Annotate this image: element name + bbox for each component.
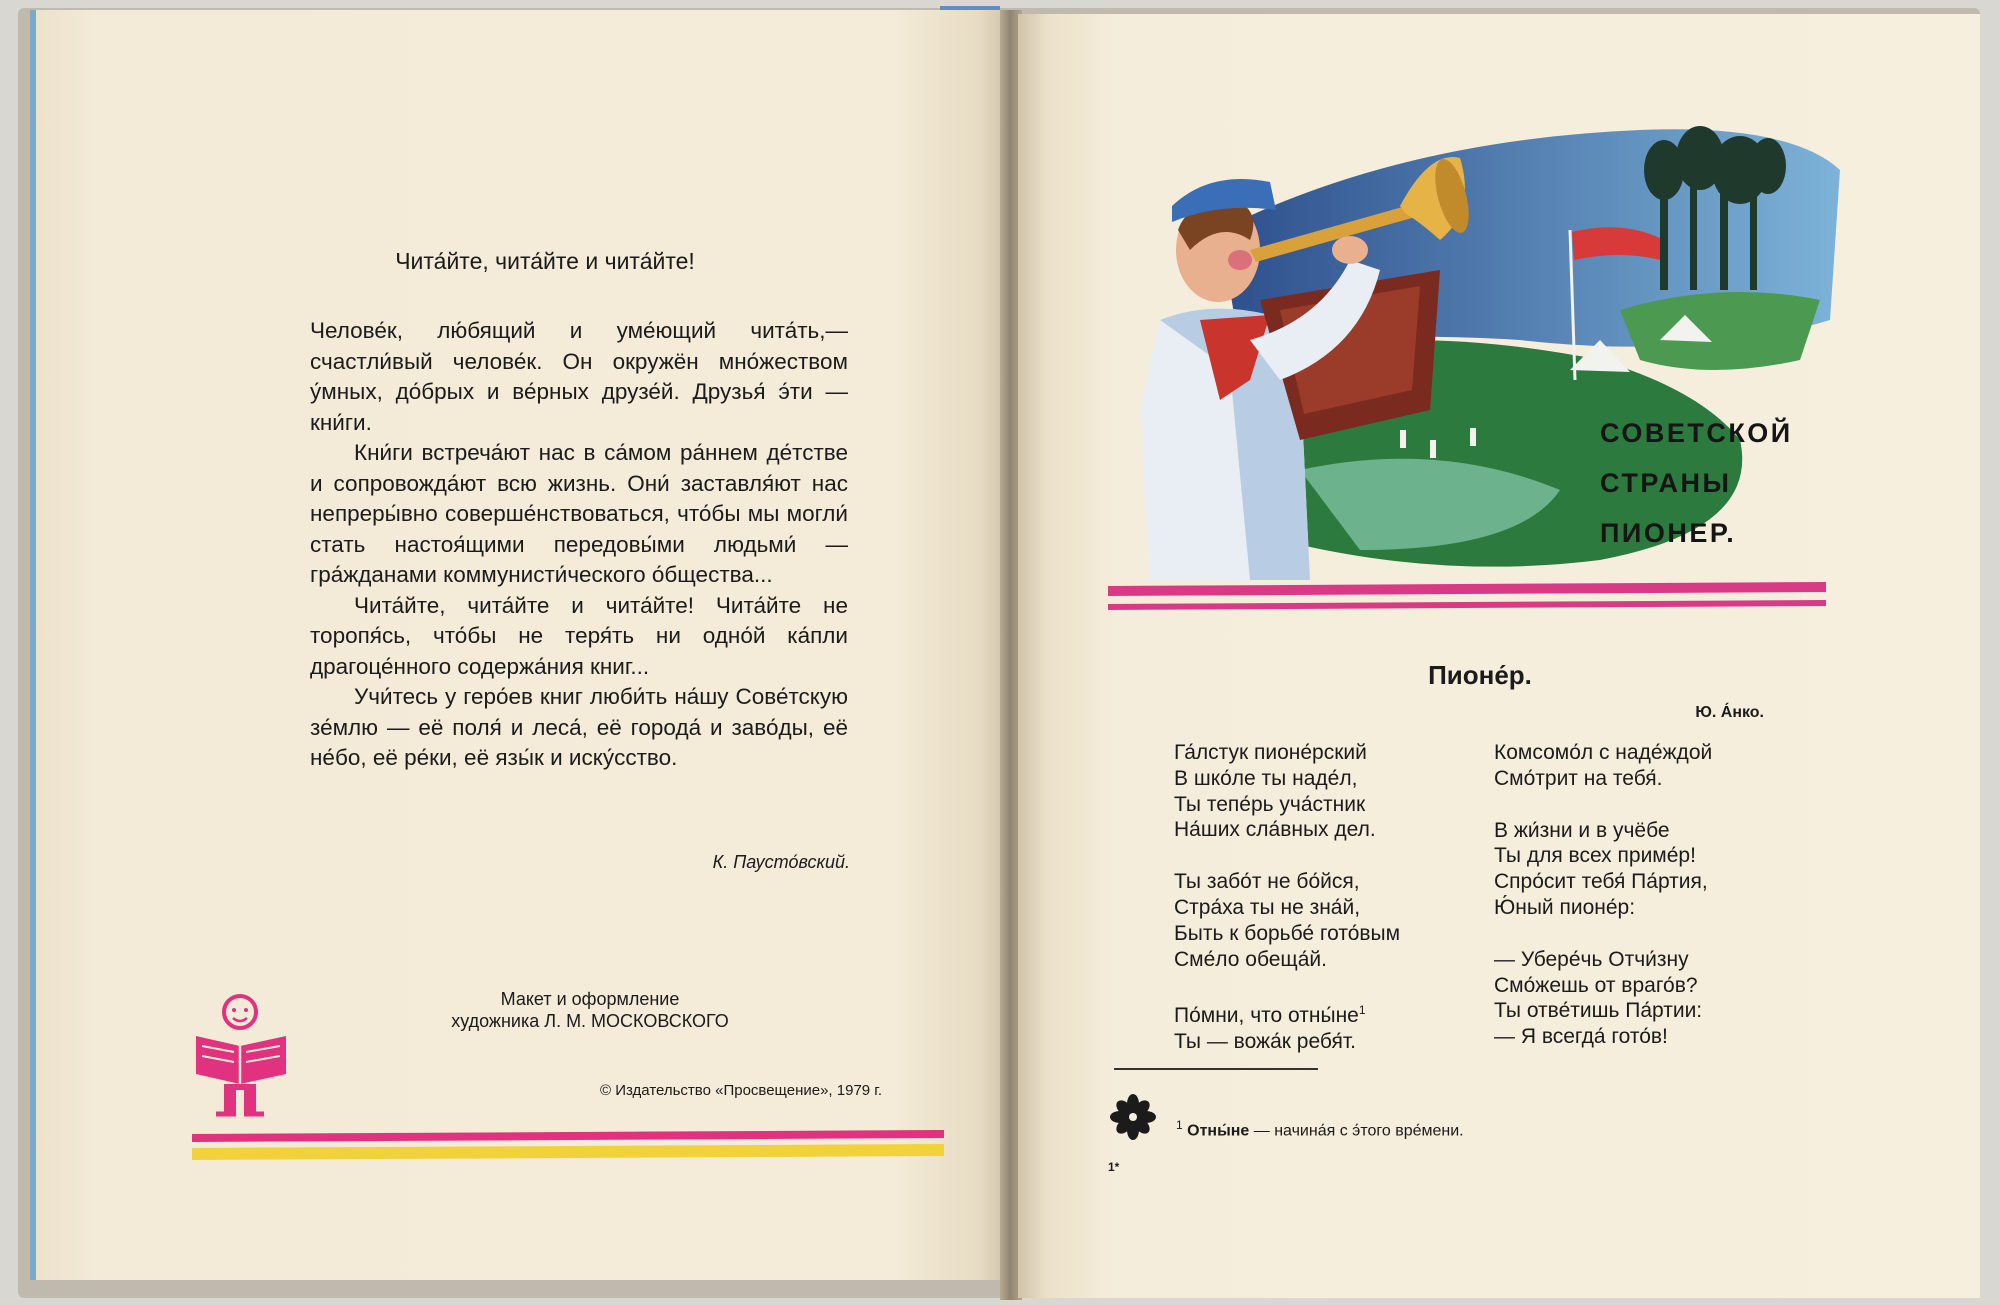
footnote [1176,1118,1736,1140]
left-color-stripes [190,1130,946,1166]
banner-slogan [1600,408,1830,558]
poem-line: Стра́ха ты не зна́й, [1174,895,1361,919]
design-credits [380,988,800,1032]
stanza [1494,818,1794,921]
poem-line: Га́лстук пионе́рский [1174,741,1367,764]
poem-author: Ю. А́нко. [1695,704,1764,721]
copyright-notice: © Издательство «Просвещение», 1979 г. [600,1082,883,1099]
poem-line: — Убере́чь Отчи́зну [1494,947,1689,971]
poem-line: Ты забо́т не бо́йся, [1174,870,1360,894]
poem-line: Ты для всех приме́р! [1494,844,1696,868]
poem-line: Быть к борьбе́ гото́вым [1174,921,1401,945]
banner-line: СОВЕТСКОЙ [1600,418,1793,448]
paragraph: Учи́тесь у геро́ев книг люби́ть на́шу Сове́тскую зе́млю — её поля́ и леса́, её города́ и заво́ды, её не́бо, её ре́ки, её язы́к и иску́сство. [310,684,848,770]
poem-line: Комсомо́л с наде́ждой [1494,741,1713,764]
banner-line: ПИОНЕР. [1600,518,1737,548]
stanza [1174,740,1474,843]
footnote-definition: — начина́я с э́того вре́мени. [1249,1122,1464,1140]
stanza [1174,998,1474,1055]
poem-line: Смо́жешь от враго́в? [1494,973,1698,997]
reading-child-emblem-icon [190,990,308,1120]
paragraph: Челове́к, лю́бящий и уме́ющий чита́ть,— счастли́вый челове́к. Он окружён мно́жеством у́мных, до́брых и ве́рных друзе́й. Друзья́ э́ти — кни́ги. [310,318,848,435]
poem-line-text: По́мни, что отны́не [1174,1004,1359,1028]
footnote-term: Отны́не [1187,1122,1250,1140]
poem-line: Сме́ло обеща́й. [1174,947,1327,971]
right-color-stripes [1108,580,1826,616]
poem-line: На́ших сла́вных дел. [1174,818,1376,842]
footnote-number: 1 [1176,1118,1183,1132]
left-heading: Чита́йте, чита́йте и чита́йте! [395,248,695,274]
poem-title: Пионе́р. [1428,660,1532,690]
poem-line: Спро́сит тебя́ Па́ртия, [1494,870,1708,894]
flower-asterisk-icon [1108,1092,1158,1142]
poem-line: Ты — вожа́к ребя́т. [1174,1030,1356,1054]
poem-column-1 [1174,740,1474,1081]
poem-line: Ты отве́тишь Па́ртии: [1494,999,1703,1023]
credits-line: Макет и оформление [500,989,680,1009]
paragraph: Кни́ги встреча́ют нас в са́мом ра́ннем де́тстве и сопровожда́ют всю жизнь. Они́ заставля́ют нас непреры́вно соверше́нствоваться, что́бы мы могли́ стать настоя́щими передовы́ми людьми́ — гра́жданами коммунисти́ческого о́бщества... [310,440,848,587]
stanza [1494,740,1794,792]
printer-signature-mark: 1* [1108,1160,1120,1174]
footnote-rule [1114,1068,1318,1070]
poem-line: — Я всегда́ гото́в! [1494,1025,1668,1049]
poem-line: В шко́ле ты наде́л, [1174,766,1358,790]
stanza [1174,869,1474,972]
banner-line: СТРАНЫ [1600,468,1732,498]
quote-author: К. Паусто́вский. [712,852,850,872]
footnote-mark: 1 [1358,1003,1366,1018]
credits-line: художника Л. М. МОСКОВСКОГО [451,1011,729,1031]
left-body-text [310,316,848,774]
poem-column-2 [1494,740,1794,1076]
poem-line: Ты тепе́рь уча́стник [1174,792,1366,816]
poem-line: В жи́зни и в учёбе [1494,818,1670,842]
stanza [1494,947,1794,1050]
poem-line [1174,998,1474,1029]
poem-line: Смо́трит на тебя́. [1494,766,1663,790]
paragraph: Чита́йте, чита́йте и чита́йте! Чита́йте не торопя́сь, что́бы не теря́ть ни одно́й ка́пли драгоце́нного содержа́ния книг... [310,592,848,679]
poem-line: Ю́ный пионе́р: [1494,895,1636,919]
